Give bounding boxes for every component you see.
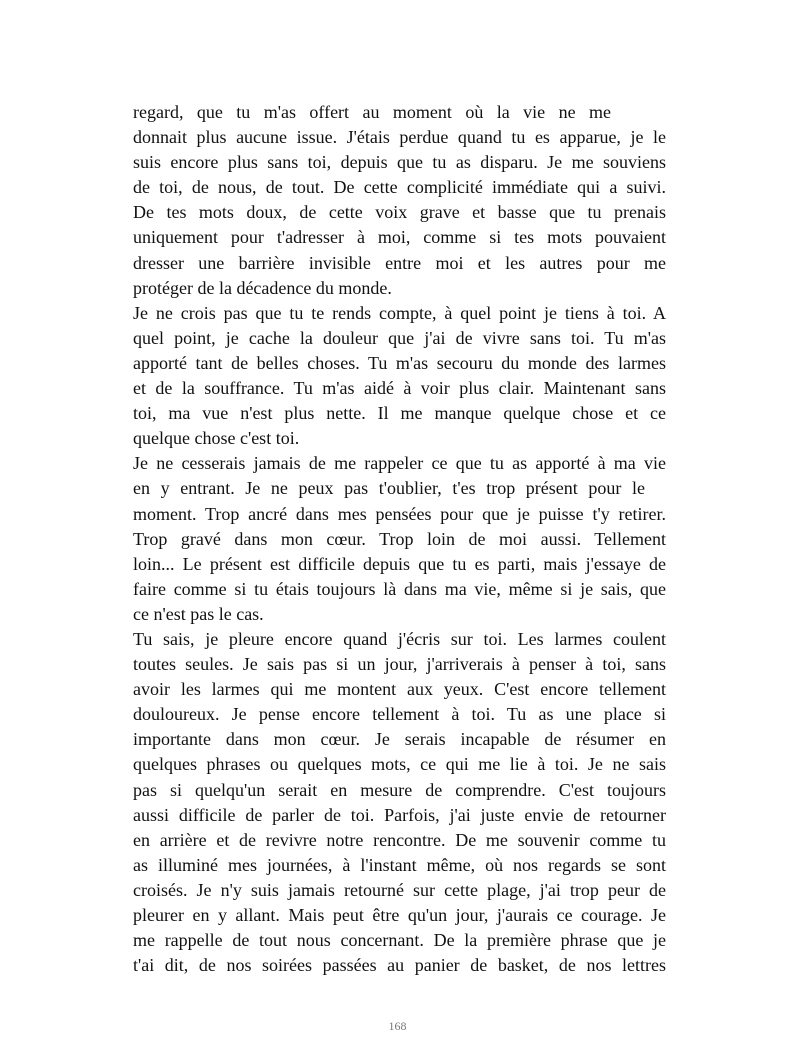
text-line: suis encore plus sans toi, depuis que tu as disparu. Je me souviens [133,152,666,173]
text-line: de toi, de nous, de tout. De cette complicité immédiate qui a suivi. [133,177,666,198]
text-line: douloureux. Je pense encore tellement à toi. Tu as une place si [133,704,666,725]
page-body [133,100,666,978]
text-line: quelque chose c'est toi. [133,428,300,449]
text-line: donnait plus aucune issue. J'étais perdue quand tu es apparue, je le [133,127,666,148]
text-line: dresser une barrière invisible entre moi et les autres pour me [133,252,666,273]
text-line: aussi difficile de parler de toi. Parfois, j'ai juste envie de retourner [133,804,666,825]
text-line: Tu sais, je pleure encore quand j'écris sur toi. Les larmes coulent [133,628,666,649]
text-line: ce n'est pas le cas. [133,603,264,624]
text-line: toutes seules. Je sais pas si un jour, j'arriverais à penser à toi, sans [133,654,666,675]
text-line: uniquement pour t'adresser à moi, comme si tes mots pouvaient [133,227,666,248]
text-line: as illuminé mes journées, à l'instant même, où nos regards se sont [133,854,666,875]
text-line: Je ne crois pas que tu te rends compte, à quel point je tiens à toi. A [133,302,666,323]
text-line: toi, ma vue n'est plus nette. Il me manque quelque chose et ce [133,403,666,424]
text-line: apporté tant de belles choses. Tu m'as secouru du monde des larmes [133,352,666,373]
text-line: Je ne cesserais jamais de me rappeler ce que tu as apporté à ma vie [133,453,666,474]
text-line: quel point, je cache la douleur que j'ai de vivre sans toi. Tu m'as [133,327,666,348]
text-line: regard, que tu m'as offert au moment où la vie ne me [133,102,611,122]
text-line: pleurer en y allant. Mais peut être qu'un jour, j'aurais ce courage. Je [133,905,666,925]
text-line: protéger de la décadence du monde. [133,277,392,298]
text-line: en y entrant. Je ne peux pas t'oublier, t'es trop présent pour le [133,478,645,499]
text-line: en arrière et de revivre notre rencontre. De me souvenir comme tu [133,829,666,850]
text-line: pas si quelqu'un serait en mesure de comprendre. C'est toujours [133,779,666,800]
text-line: avoir les larmes qui me montent aux yeux. C'est encore tellement [133,679,666,700]
text-line: t'ai dit, de nos soirées passées au panier de basket, de nos lettres [133,955,666,976]
text-line: loin... Le présent est difficile depuis que tu es parti, mais j'essaye de [133,553,666,574]
text-line: importante dans mon cœur. Je serais incapable de résumer en [133,729,666,750]
text-line: faire comme si tu étais toujours là dans ma vie, même si je sais, que [133,578,666,599]
page-number: 168 [388,1019,407,1033]
text-line: me rappelle de tout nous concernant. De la première phrase que je [133,930,666,951]
text-line: moment. Trop ancré dans mes pensées pour que je puisse t'y retirer. [133,503,666,524]
text-line: croisés. Je n'y suis jamais retourné sur cette plage, j'ai trop peur de [133,879,666,900]
text-line: quelques phrases ou quelques mots, ce qui me lie à toi. Je ne sais [133,754,666,775]
text-line: De tes mots doux, de cette voix grave et basse que tu prenais [133,202,666,223]
text-line: et de la souffrance. Tu m'as aidé à voir plus clair. Maintenant sans [133,378,666,399]
text-line: Trop gravé dans mon cœur. Trop loin de moi aussi. Tellement [133,528,666,549]
